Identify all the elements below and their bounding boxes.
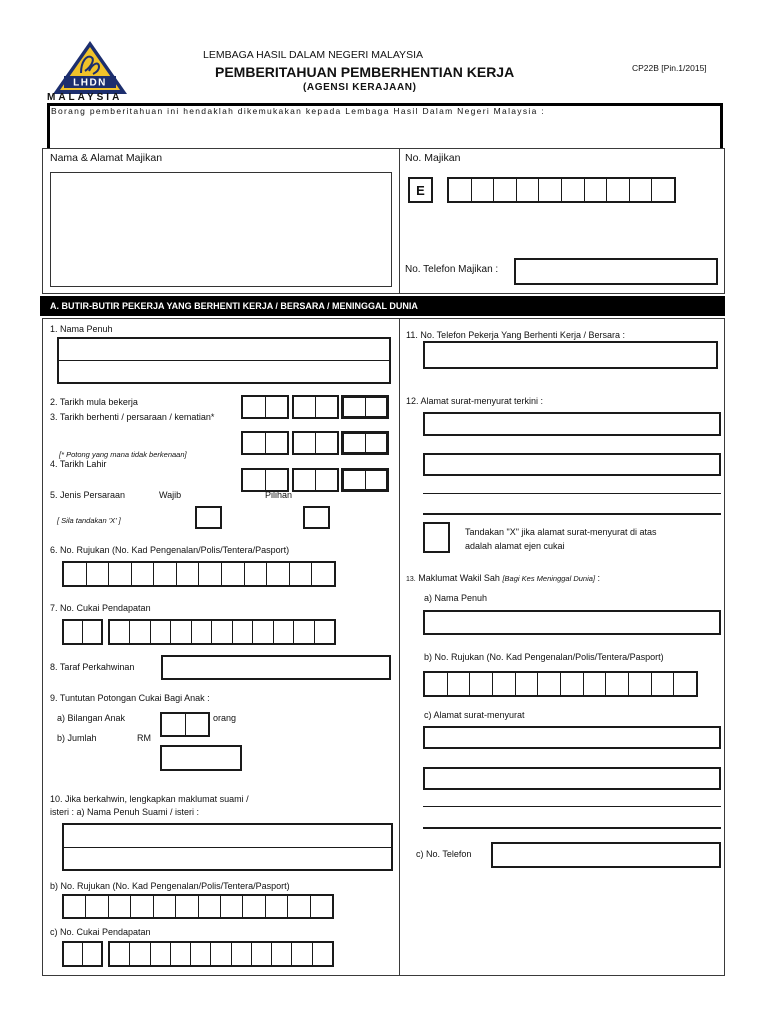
date-digit[interactable] — [316, 470, 337, 490]
spouse-name-line-2[interactable] — [64, 848, 391, 870]
q13b-label: b) No. Rujukan (No. Kad Pengenalan/Polis/Tentera/Pasport) — [424, 652, 664, 662]
spouse-tax-digit[interactable] — [211, 943, 231, 965]
spouse-tax-digit[interactable] — [151, 943, 171, 965]
q9-label: 9. Tuntutan Potongan Cukai Bagi Anak : — [50, 693, 210, 703]
q4-label: 4. Tarikh Lahir — [50, 459, 107, 469]
spouse-id-digit[interactable] — [64, 896, 86, 917]
q3-label: 3. Tarikh berhenti / persaraan / kematian* — [50, 412, 215, 422]
q11-employee-phone-input[interactable] — [423, 341, 718, 369]
q5-note: [ Sila tandakan 'X' ] — [57, 516, 121, 525]
date-digit[interactable] — [243, 433, 266, 453]
q7-label: 7. No. Cukai Pendapatan — [50, 603, 151, 613]
full-name-line-1[interactable] — [59, 339, 389, 361]
q10-label-line1: 10. Jika berkahwin, lengkapkan maklumat suami / — [50, 794, 249, 804]
date-digit[interactable] — [243, 470, 266, 490]
q13d-representative-phone-input[interactable] — [491, 842, 721, 868]
representative-id-digit[interactable] — [470, 673, 493, 695]
date-digit[interactable] — [344, 398, 366, 416]
q13c-address-line-1[interactable] — [423, 726, 721, 749]
q13c-label: c) Alamat surat-menyurat — [424, 710, 525, 720]
instruction-text: Borang pemberitahuan ini hendaklah dikemukakan kepada Lembaga Hasil Dalam Negeri Malaysia : — [51, 106, 545, 116]
q5-option-wajib-label: Wajib — [159, 490, 182, 500]
id-number-digit[interactable] — [154, 563, 177, 585]
spouse-tax-digit[interactable] — [110, 943, 130, 965]
spouse-id-digit[interactable] — [221, 896, 243, 917]
spouse-tax-digit[interactable] — [313, 943, 332, 965]
q9a-unit: orang — [213, 713, 237, 723]
id-number-digit[interactable] — [87, 563, 110, 585]
q12-tax-agent-checkbox[interactable] — [423, 522, 450, 553]
representative-id-digit[interactable] — [448, 673, 471, 695]
date-digit[interactable] — [243, 397, 266, 417]
employer-number-digit[interactable] — [562, 179, 585, 201]
q5-label: 5. Jenis Persaraan — [50, 490, 126, 500]
tax-number-digit[interactable] — [315, 621, 334, 643]
children-count-digit[interactable] — [186, 714, 209, 735]
tax-number-digit[interactable] — [192, 621, 212, 643]
spouse-id-digit[interactable] — [131, 896, 153, 917]
birth-date-year — [341, 468, 389, 492]
spouse-tax-digit[interactable] — [272, 943, 292, 965]
employer-number-digit[interactable] — [449, 179, 472, 201]
tax-number-digit[interactable] — [233, 621, 253, 643]
date-digit[interactable] — [266, 397, 288, 417]
tax-number-digit[interactable] — [274, 621, 294, 643]
q9a-children-count-cells — [160, 712, 210, 737]
q9b-currency: RM — [137, 733, 151, 743]
birth-date-month — [292, 468, 339, 492]
q6-id-number-cells — [62, 561, 336, 587]
q10c-label: c) No. Cukai Pendapatan — [50, 927, 151, 937]
spouse-id-digit[interactable] — [109, 896, 131, 917]
employer-number-digit[interactable] — [472, 179, 495, 201]
form-subtitle: (AGENSI KERAJAAN) — [303, 82, 417, 93]
spouse-id-digit[interactable] — [243, 896, 265, 917]
id-number-digit[interactable] — [222, 563, 245, 585]
employer-number-digit[interactable] — [517, 179, 540, 201]
q9b-label: b) Jumlah — [57, 733, 97, 743]
date-digit[interactable] — [316, 397, 337, 417]
tax-number-prefix-cell[interactable] — [83, 621, 101, 643]
employer-number-digit[interactable] — [652, 179, 674, 201]
id-number-digit[interactable] — [177, 563, 200, 585]
representative-id-digit[interactable] — [493, 673, 516, 695]
q13-note: [Bagi Kes Meninggal Dunia] — [502, 574, 596, 583]
representative-id-digit[interactable] — [606, 673, 629, 695]
id-number-digit[interactable] — [245, 563, 268, 585]
spouse-tax-digit[interactable] — [252, 943, 272, 965]
employer-name-address-label: Nama & Alamat Majikan — [50, 152, 163, 164]
representative-id-digit[interactable] — [561, 673, 584, 695]
q13-label — [406, 573, 600, 585]
q12-address-line-3[interactable] — [423, 493, 721, 494]
spouse-id-digit[interactable] — [311, 896, 332, 917]
tax-number-digit[interactable] — [171, 621, 191, 643]
employer-number-digit[interactable] — [539, 179, 562, 201]
date-digit[interactable] — [366, 434, 387, 452]
representative-id-digit[interactable] — [674, 673, 696, 695]
id-number-digit[interactable] — [132, 563, 155, 585]
tax-number-digit[interactable] — [110, 621, 130, 643]
q13c-address-line-2[interactable] — [423, 767, 721, 790]
tax-number-digit[interactable] — [130, 621, 150, 643]
tax-number-prefix-cell[interactable] — [64, 621, 83, 643]
employer-number-digit[interactable] — [607, 179, 630, 201]
employer-name-address-input[interactable] — [50, 172, 392, 287]
spouse-id-digit[interactable] — [176, 896, 198, 917]
section-a-title: A. BUTIR-BUTIR PEKERJA YANG BERHENTI KERJA / BERSARA / MENINGGAL DUNIA — [40, 296, 725, 316]
form-title: PEMBERITAHUAN PEMBERHENTIAN KERJA — [215, 64, 515, 80]
tax-number-digit[interactable] — [294, 621, 314, 643]
q12-tax-agent-text-line1: Tandakan "X" jika alamat surat-menyurat di atas — [465, 527, 657, 537]
spouse-name-line-1[interactable] — [64, 825, 391, 848]
employer-phone-input[interactable] — [514, 258, 718, 285]
start-date-year — [341, 395, 389, 419]
q8-marital-status-input[interactable] — [161, 655, 391, 680]
employer-number-digit[interactable] — [630, 179, 653, 201]
spouse-id-digit[interactable] — [288, 896, 310, 917]
employer-number-label: No. Majikan — [405, 152, 461, 164]
spouse-tax-digit[interactable] — [292, 943, 312, 965]
q12-address-line-4[interactable] — [423, 513, 721, 515]
section-a-divider — [399, 318, 400, 976]
spouse-tax-digit[interactable] — [130, 943, 150, 965]
q8-label: 8. Taraf Perkahwinan — [50, 662, 135, 672]
q5-pilihan-checkbox[interactable] — [303, 506, 330, 529]
tax-number-digit[interactable] — [151, 621, 171, 643]
form-code: CP22B [Pin.1/2015] — [632, 63, 707, 73]
date-digit[interactable] — [366, 398, 387, 416]
q10-label-line2: isteri : a) Nama Penuh Suami / isteri : — [50, 807, 200, 817]
end-date-year — [341, 431, 389, 455]
id-number-digit[interactable] — [64, 563, 87, 585]
representative-id-digit[interactable] — [425, 673, 448, 695]
q13c-address-line-4[interactable] — [423, 827, 721, 829]
lhdn-logo — [52, 40, 128, 96]
id-number-digit[interactable] — [199, 563, 222, 585]
spouse-id-digit[interactable] — [199, 896, 221, 917]
q10c-spouse-tax-prefix-cells — [62, 941, 103, 967]
q5-option-pilihan-label: Pilihan — [265, 490, 293, 500]
q1-label: 1. Nama Penuh — [50, 324, 113, 334]
q12-tax-agent-text-line2: adalah alamat ejen cukai — [465, 541, 565, 551]
date-digit[interactable] — [294, 433, 316, 453]
id-number-digit[interactable] — [290, 563, 313, 585]
date-digit[interactable] — [294, 470, 316, 490]
q13-suffix: : — [597, 573, 601, 583]
q11-label: 11. No. Telefon Pekerja Yang Berhenti Kerja / Bersara : — [406, 330, 625, 340]
spouse-tax-prefix-cell[interactable] — [64, 943, 83, 965]
q6-label: 6. No. Rujukan (No. Kad Pengenalan/Polis/Tentera/Pasport) — [50, 545, 290, 555]
date-digit[interactable] — [344, 434, 366, 452]
start-date-day — [241, 395, 289, 419]
id-number-digit[interactable] — [312, 563, 334, 585]
q12-address-line-2[interactable] — [423, 453, 721, 476]
q10b-spouse-id-cells — [62, 894, 334, 919]
tax-number-digit[interactable] — [212, 621, 232, 643]
spouse-id-digit[interactable] — [266, 896, 288, 917]
full-name-line-2[interactable] — [59, 361, 389, 382]
birth-date-day — [241, 468, 289, 492]
employer-number-cells — [447, 177, 676, 203]
q10c-spouse-tax-number-cells — [108, 941, 334, 967]
q3-note: [* Potong yang mana tidak berkenaan] — [59, 450, 187, 459]
q5-wajib-checkbox[interactable] — [195, 506, 222, 529]
q10b-label: b) No. Rujukan (No. Kad Pengenalan/Polis/Tentera/Pasport) — [50, 881, 290, 891]
q10a-spouse-name-field — [62, 823, 393, 871]
q9b-amount-input[interactable] — [160, 745, 242, 771]
employer-phone-label: No. Telefon Majikan : — [405, 264, 499, 275]
q9a-label: a) Bilangan Anak — [57, 713, 126, 723]
q1-full-name-field — [57, 337, 391, 384]
spouse-tax-digit[interactable] — [232, 943, 252, 965]
spouse-id-digit[interactable] — [86, 896, 108, 917]
q12-label: 12. Alamat surat-menyurat terkini : — [406, 396, 544, 406]
representative-id-digit[interactable] — [652, 673, 675, 695]
representative-id-digit[interactable] — [584, 673, 607, 695]
spouse-tax-digit[interactable] — [191, 943, 211, 965]
representative-id-digit[interactable] — [516, 673, 539, 695]
id-number-digit[interactable] — [267, 563, 290, 585]
q2-label: 2. Tarikh mula bekerja — [50, 397, 138, 407]
spouse-tax-prefix-cell[interactable] — [83, 943, 101, 965]
q7-tax-number-cells — [108, 619, 336, 645]
q13c-address-line-3[interactable] — [423, 806, 721, 807]
q13d-label: c) No. Telefon — [416, 849, 472, 859]
employer-number-prefix: E — [408, 177, 433, 203]
children-count-digit[interactable] — [162, 714, 186, 735]
q7-tax-prefix-cells — [62, 619, 103, 645]
employer-number-digit[interactable] — [585, 179, 608, 201]
representative-id-digit[interactable] — [538, 673, 561, 695]
date-digit[interactable] — [266, 470, 288, 490]
representative-id-digit[interactable] — [629, 673, 652, 695]
logo-lhdn-text: LHDN — [73, 77, 107, 89]
date-digit[interactable] — [294, 397, 316, 417]
date-digit[interactable] — [366, 471, 387, 489]
logo-country-text: MALAYSIA — [47, 92, 123, 103]
q13b-representative-id-cells — [423, 671, 698, 697]
employer-section-divider — [399, 148, 400, 294]
employer-number-digit[interactable] — [494, 179, 517, 201]
date-digit[interactable] — [266, 433, 288, 453]
id-number-digit[interactable] — [109, 563, 132, 585]
end-date-day — [241, 431, 289, 455]
end-date-month — [292, 431, 339, 455]
q13a-label: a) Nama Penuh — [424, 593, 488, 603]
date-digit[interactable] — [316, 433, 337, 453]
spouse-id-digit[interactable] — [154, 896, 176, 917]
organisation-name: LEMBAGA HASIL DALAM NEGERI MALAYSIA — [203, 49, 423, 61]
q12-address-line-1[interactable] — [423, 412, 721, 436]
tax-number-digit[interactable] — [253, 621, 273, 643]
spouse-tax-digit[interactable] — [171, 943, 191, 965]
date-digit[interactable] — [344, 471, 366, 489]
q13a-representative-name-input[interactable] — [423, 610, 721, 635]
start-date-month — [292, 395, 339, 419]
q13-number: 13. — [406, 576, 416, 583]
q13-title: Maklumat Wakil Sah — [418, 573, 500, 583]
